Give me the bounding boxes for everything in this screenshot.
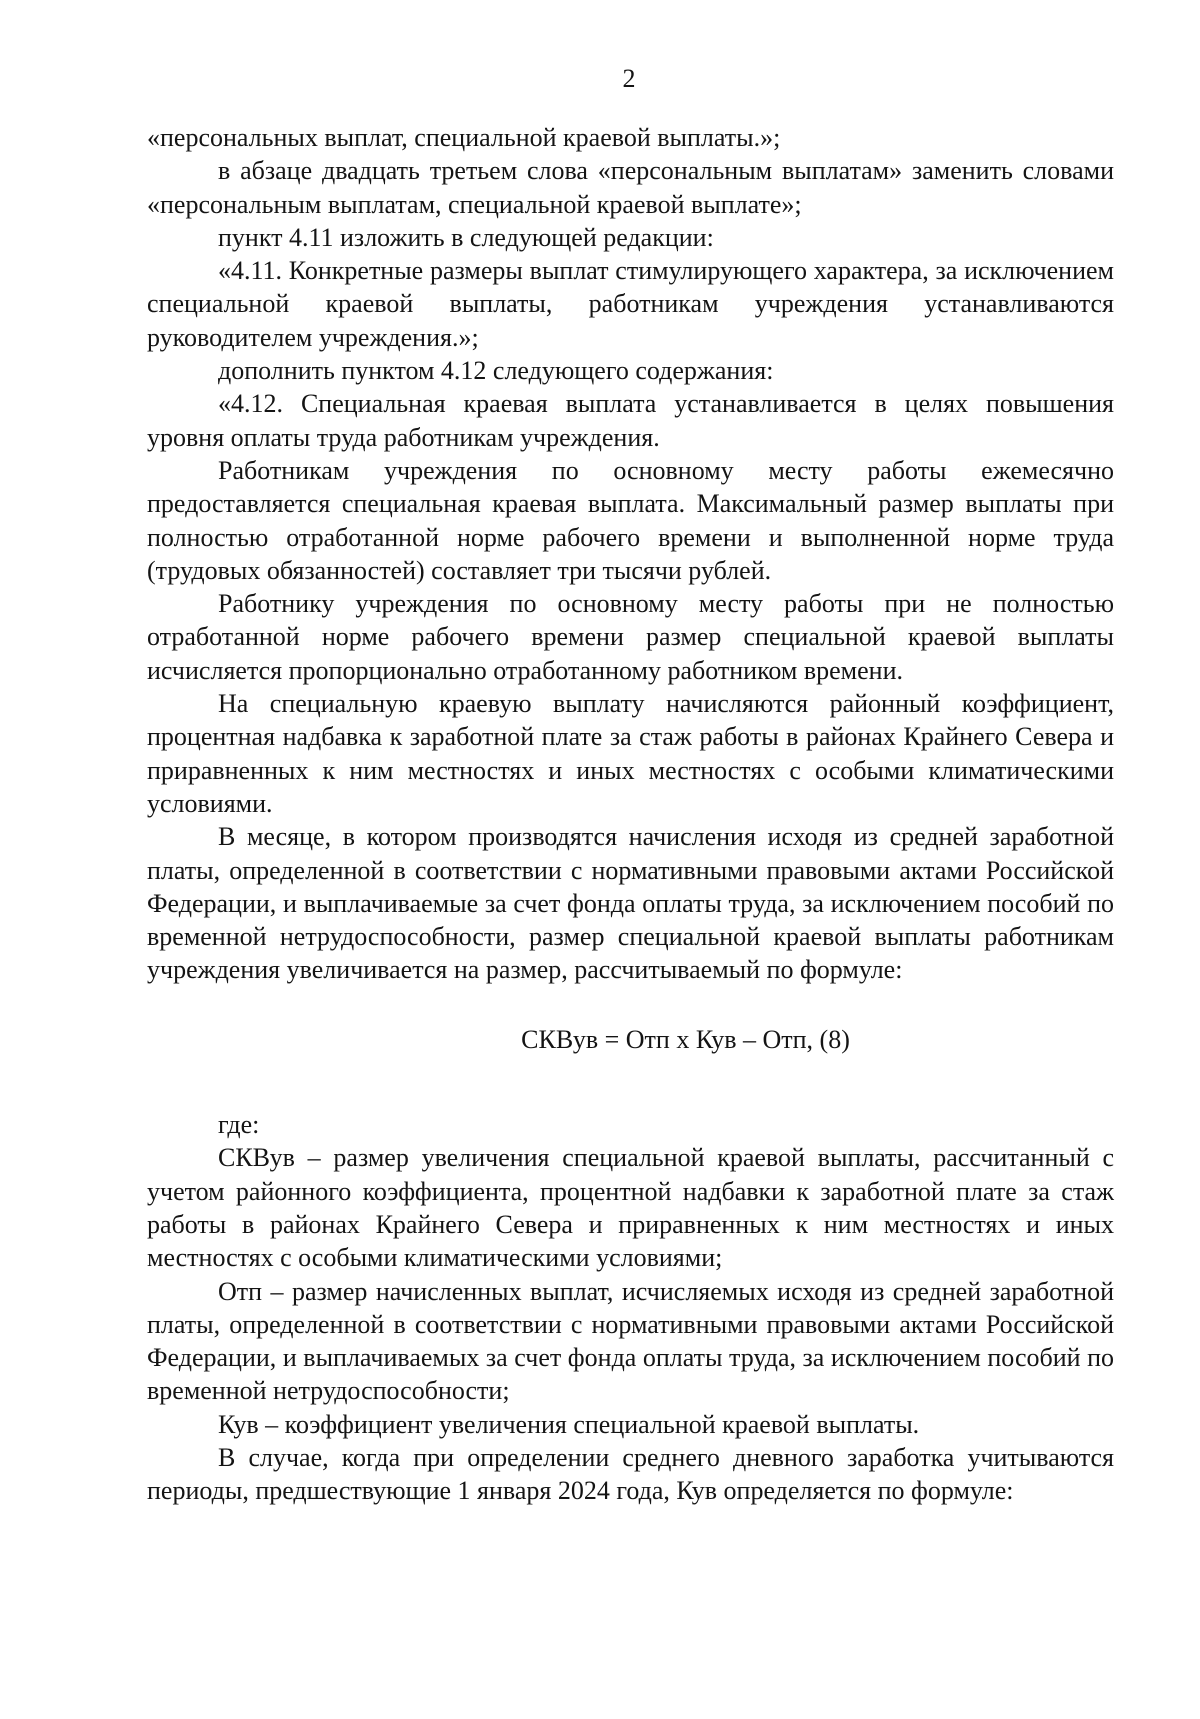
paragraph-clause-4-12: «4.12. Специальная краевая выплата устанавливается в целях повышения уровня оплаты труда работникам учреждения. (147, 389, 1114, 452)
definition-skvuv: СКВув – размер увеличения специальной краевой выплаты, рассчитанный с учетом районного коэффициента, процентной надбавки к заработной плате за стаж работы в районах Крайнего Севера и приравненных к ним местностях и иных местностях с особыми климатическими условиями; (147, 1143, 1114, 1273)
definition-kuv: Кув – коэффициент увеличения специальной краевой выплаты. (218, 1409, 920, 1439)
formula-8: СКВув = Отп х Кув – Отп, (8) (521, 1024, 850, 1054)
paragraph-amendment-4-12-intro: дополнить пунктом 4.12 следующего содержания: (218, 356, 774, 386)
page-number: 2 (622, 64, 636, 93)
paragraph-amendment-4-11-intro: пункт 4.11 изложить в следующей редакции: (218, 222, 714, 252)
paragraph-where: где: (218, 1110, 260, 1140)
definition-otp: Отп – размер начисленных выплат, исчисляемых исходя из средней заработной платы, определенной в соответствии с нормативными правовыми актами Российской Федерации, и выплачиваемых за счет фонда оплаты труда, за исключением пособий по временной нетрудоспособности; (147, 1276, 1114, 1406)
paragraph-continuation: «персональных выплат, специальной краевой выплаты.»; (147, 123, 781, 152)
paragraph-coefficients: На специальную краевую выплату начисляются районный коэффициент, процентная надбавка к заработной плате за стаж работы в районах Крайнего Севера и приравненных к ним местностях и иных местностях с особыми климатическими условиями. (147, 689, 1114, 818)
paragraph-average-earnings: В месяце, в котором производятся начисления исходя из средней заработной платы, определенной в соответствии с нормативными правовыми актами Российской Федерации, и выплачиваемые за счет фонда оплаты труда, за исключением пособий по временной нетрудоспособности, размер специальной краевой выплаты работникам учреждения увеличивается на размер, рассчитываемый по формуле: (147, 822, 1114, 985)
paragraph-monthly-payment: Работникам учреждения по основному месту работы ежемесячно предоставляется специальная краевая выплата. Максимальный размер выплаты при полностью отработанной норме рабочего времени и выполненной норме труда (трудовых обязанностей) составляет три тысячи рублей. (147, 455, 1114, 585)
paragraph-partial-time: Работнику учреждения по основному месту работы при не полностью отработанной норме рабочего времени размер специальной краевой выплаты исчисляется пропорционально отработанному работником времени. (147, 589, 1114, 685)
document-body (147, 121, 1114, 1508)
paragraph-kuv-formula-intro: В случае, когда при определении среднего дневного заработка учитываются периоды, предшествующие 1 января 2024 года, Кув определяется по формуле: (147, 1442, 1114, 1506)
paragraph-amendment-paragraph-23: в абзаце двадцать третьем слова «персональным выплатам» заменить словами «персональным выплатам, специальной краевой выплате»; (147, 156, 1114, 219)
paragraph-clause-4-11: «4.11. Конкретные размеры выплат стимулирующего характера, за исключением специальной краевой выплаты, работникам учреждения устанавливаются руководителем учреждения.»; (147, 256, 1114, 352)
